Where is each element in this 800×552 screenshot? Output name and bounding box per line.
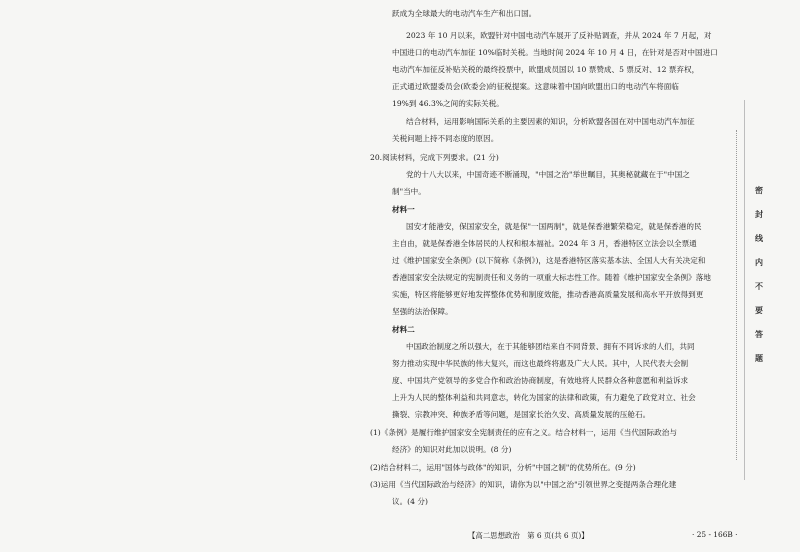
text-line: 电动汽车加征反补贴关税的最终投票中，欧盟成员国以 10 票赞成、5 票反对、12 票弃权， bbox=[392, 65, 700, 74]
sub-question: (1)《条例》是履行维护国家安全宪制责任的应有之义。结合材料一，运用《当代国际政治与 bbox=[370, 428, 677, 437]
text-line: 关税问题上持不同态度的原因。 bbox=[392, 134, 499, 143]
sub-question: 经济》的知识对此加以说明。(8 分) bbox=[392, 445, 512, 454]
text-line: 结合材料，运用影响国际关系的主要因素的知识，分析欧盟各国在对中国电动汽车加征 bbox=[406, 117, 695, 126]
text-line: 2023 年 10 月以来，欧盟针对中国电动汽车展开了反补贴调查，并从 2024 年 7 月起，对 bbox=[406, 31, 712, 40]
text-line: 香港国家安全法规定的宪制责任和义务的一项重大标志性工作。随着《维护国家安全条例》落地 bbox=[392, 273, 711, 282]
text-line: 过《维护国家安全条例》(以下简称《条例》)，这是香港特区落实基本法、全国人大有关决定和 bbox=[392, 256, 706, 265]
binding-char: 题 bbox=[755, 353, 763, 363]
binding-char: 答 bbox=[755, 329, 763, 339]
footer-code: · 25 - 166B · bbox=[692, 530, 738, 539]
footer-page-info: 【高二思想政治 第 6 页(共 6 页)】 bbox=[468, 531, 589, 540]
text-line: 撕裂、宗教冲突、种族矛盾等问题，是国家长治久安、高质量发展的压舱石。 bbox=[392, 410, 651, 419]
binding-dotted-line bbox=[736, 130, 743, 460]
binding-char: 密 bbox=[755, 185, 763, 195]
question-number: 20.阅读材料，完成下列要求。(21 分) bbox=[370, 153, 499, 162]
sub-question: (2)结合材料二，运用"国体与政体"的知识，分析"中国之制"的优势所在。(9 分) bbox=[370, 463, 636, 472]
binding-warning bbox=[752, 178, 766, 370]
text-line: 坚强的法治保障。 bbox=[392, 307, 453, 316]
page-footer bbox=[410, 530, 740, 546]
sub-question: (3)运用《当代国际政治与经济》的知识，请你为以"中国之治"引领世界之变提两条合理化建 bbox=[370, 480, 677, 489]
text-line: 国安才能港安，保国家安全，就是保"一国两制"，就是保香港繁荣稳定，就是保香港的民 bbox=[406, 222, 702, 231]
text-line: 实施，特区将能够更好地发挥整体优势和制度效能，推动香港高质量发展和高水平开放得到更 bbox=[392, 290, 704, 299]
sub-question: 议。(4 分) bbox=[392, 497, 428, 506]
text-line: 党的十八大以来，中国奇迹不断涌现，"中国之治"举世瞩目，其奥秘就藏在于"中国之 bbox=[406, 170, 690, 179]
binding-char: 不 bbox=[755, 281, 763, 291]
text-line: 主自由，就是保香港全体居民的人权和根本福祉。2024 年 3 月，香港特区立法会以全票通 bbox=[392, 239, 697, 248]
text-line: 努力推动实现中华民族的伟大复兴，而这也最终将惠及广大人民。其中，人民代表大会制 bbox=[392, 359, 689, 368]
text-line: 度、中国共产党领导的多党合作和政治协商制度，有效地将人民群众各种意愿和利益诉求 bbox=[392, 376, 689, 385]
binding-char: 要 bbox=[755, 305, 763, 315]
binding-char: 封 bbox=[755, 209, 763, 219]
binding-char: 内 bbox=[755, 257, 763, 267]
text-line: 跃成为全球最大的电动汽车生产和出口国。 bbox=[392, 9, 537, 18]
binding-char: 线 bbox=[755, 233, 763, 243]
text-line: 19%到 46.3%之间的实际关税。 bbox=[392, 99, 504, 108]
text-line: 中国政治制度之所以强大，在于其能够团结来自不同背景、拥有不同诉求的人们，共同 bbox=[406, 342, 695, 351]
material-heading: 材料一 bbox=[392, 205, 415, 214]
text-line: 制"当中。 bbox=[392, 187, 426, 196]
text-line: 中国进口的电动汽车加征 10%临时关税。当地时间 2024 年 10 月 4 日，在针对是否对中国进口 bbox=[392, 48, 718, 57]
text-line: 正式通过欧盟委员会(欧委会)的征税提案。这意味着中国向欧盟出口的电动汽车将面临 bbox=[392, 82, 679, 91]
material-heading: 材料二 bbox=[392, 325, 415, 334]
text-line: 上升为人民的整体利益和共同意志，转化为国家的法律和政策，有力避免了政党对立、社会 bbox=[392, 393, 696, 402]
